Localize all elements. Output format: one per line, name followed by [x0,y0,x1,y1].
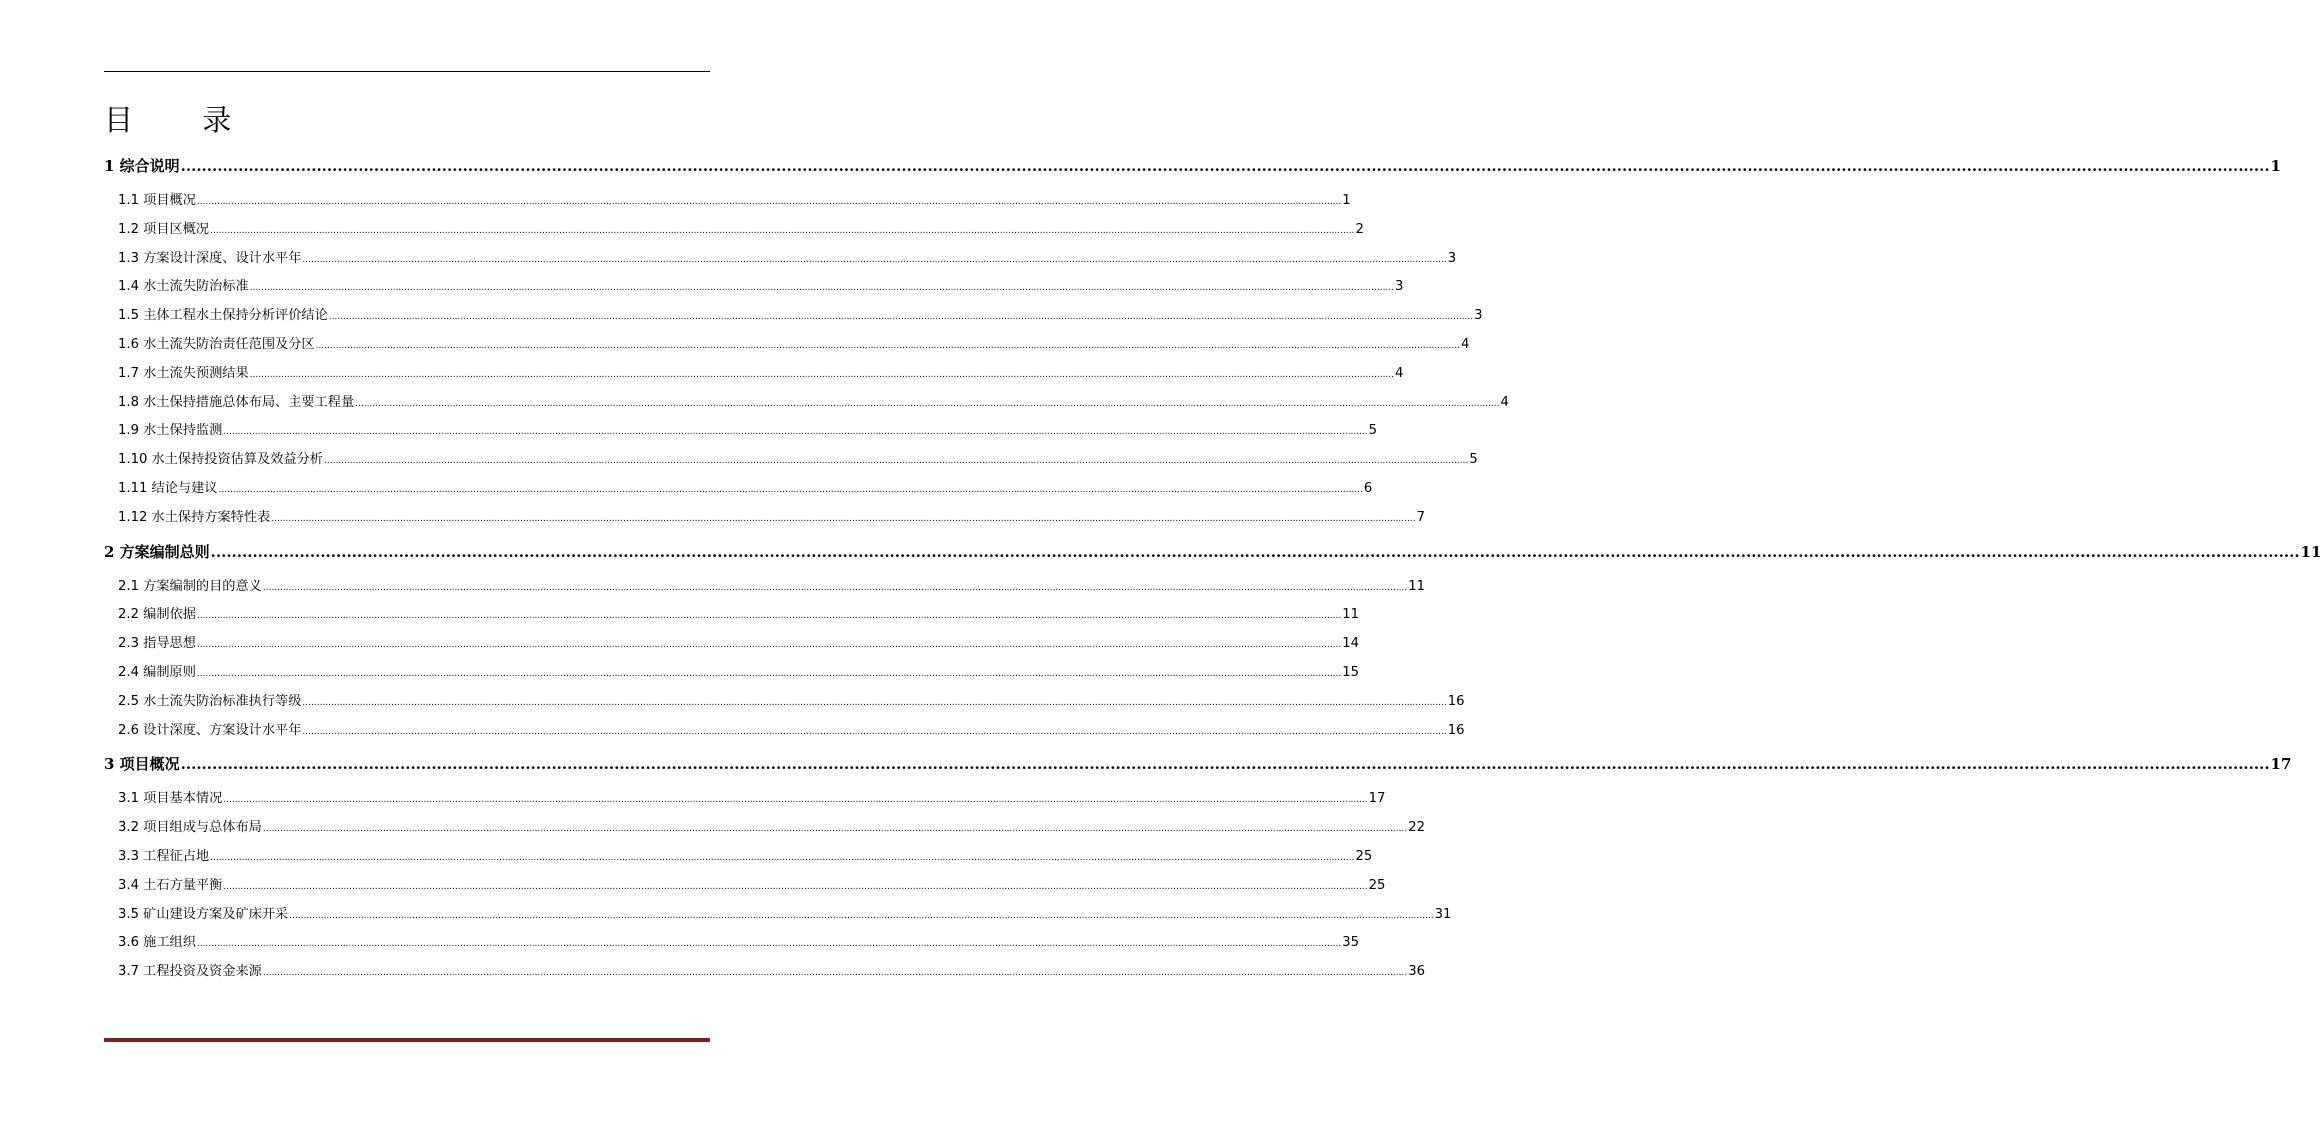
toc-section-entry-label: 1.9 水土保持监测 [118,423,223,439]
toc-section-entry-page-number: 4 [1395,365,1404,381]
dot-leader: ................................................................................................................................................................................................................................................................................................................................................................................................................ [196,939,1342,950]
toc-section-entry-page-number: 16 [1447,693,1465,709]
toc-section-entry-page-number: 36 [1408,964,1425,980]
table-of-contents [104,152,2321,987]
dot-leader: ................................................................................................................................................................................................................................................................................................................................................................................................................ [196,640,1342,651]
toc-section-entry[interactable] [104,901,1452,930]
dot-leader: ................................................................................................................................................................................................................................................................................................................................................................................................................ [262,968,1408,979]
toc-section-entry-label: 1.1 项目概况 [118,193,196,208]
toc-section-entry-page-number: 4 [1500,394,1509,410]
toc-section-entry[interactable] [104,389,1509,418]
dot-leader: ................................................................................................................................................................................................................................................................................................................................................................................................................ [223,427,1368,438]
toc-section-entry-page-number: 3 [1447,250,1457,266]
toc-section-entry-label: 2.6 设计深度、方案设计水平年 [118,722,302,738]
dot-leader: ................................................................................................................................................................................................................................................................................................................................................................................................................ [223,795,1368,806]
dot-leader: ................................................................................................................................................................................................................................................................................................................................................................................................................ [271,513,1416,524]
toc-section-entry[interactable] [104,573,1425,602]
dot-leader: ................................................................................................................................................................................................................................................................................................................................................................................................................ [302,726,1447,737]
toc-section-entry-label: 3.2 项目组成与总体布局 [118,820,262,836]
toc-section-entry[interactable] [104,446,1478,475]
toc-section-entry-label: 1.3 方案设计深度、设计水平年 [118,250,302,266]
toc-section-entry-page-number: 25 [1355,848,1373,864]
toc-section-entry-page-number: 1 [1342,193,1351,208]
dot-leader: ................................................................................................................................................................................................................................................................................................................................................................................................................ [289,910,1434,921]
toc-section-entry-label: 2.5 水土流失防治标准执行等级 [118,693,302,709]
dot-leader: ................................................................................................................................................................................................................................................................................................................................................................................................................ [218,484,1363,495]
toc-section-entry-label: 3.7 工程投资及资金来源 [118,964,262,980]
toc-section-entry-label: 3.6 施工组织 [118,935,196,951]
toc-section-entry-label: 1.11 结论与建议 [118,480,218,496]
toc-chapter-entry-label: 1 综合说明 [104,157,180,175]
toc-section-entry-label: 3.3 工程征占地 [118,848,210,864]
dot-leader: ................................................................................................................................................................................................................................................................................................................................................................................................................ [223,881,1368,892]
toc-section-entry-page-number: 3 [1474,308,1483,324]
toc-section-entry-page-number: 31 [1434,906,1452,922]
toc-section-entry[interactable] [104,659,1360,688]
footer-rule [104,1038,710,1042]
toc-section-entry-label: 1.4 水土流失防治标准 [118,279,249,295]
toc-section-entry-label: 2.3 指导思想 [118,636,196,652]
toc-section-entry-label: 2.2 编制依据 [118,607,196,623]
dot-leader: ................................................................................................................................................................................................................................................................................................................................................................................................................ [210,542,2300,561]
toc-section-entry[interactable] [104,273,1404,302]
toc-section-entry[interactable] [104,302,1483,331]
toc-section-entry-label: 2.1 方案编制的目的意义 [118,578,262,594]
toc-section-entry[interactable] [104,929,1360,958]
toc-section-entry[interactable] [104,504,1425,533]
toc-section-entry-page-number: 25 [1368,877,1386,893]
dot-leader: ................................................................................................................................................................................................................................................................................................................................................................................................................ [315,340,1460,351]
toc-section-entry[interactable] [104,843,1373,872]
toc-section-entry-label: 1.6 水土流失防治责任范围及分区 [118,336,315,352]
toc-section-entry[interactable] [104,360,1404,389]
toc-section-entry[interactable] [104,785,1386,814]
dot-leader: ................................................................................................................................................................................................................................................................................................................................................................................................................ [262,582,1408,593]
dot-leader: ................................................................................................................................................................................................................................................................................................................................................................................................................ [210,225,1355,236]
toc-section-entry[interactable] [104,958,1425,987]
dot-leader: ................................................................................................................................................................................................................................................................................................................................................................................................................ [180,157,2270,175]
toc-section-entry[interactable] [104,187,1351,216]
dot-leader: ................................................................................................................................................................................................................................................................................................................................................................................................................ [249,283,1395,294]
toc-section-entry[interactable] [104,630,1360,659]
dot-leader: ................................................................................................................................................................................................................................................................................................................................................................................................................ [196,611,1342,622]
toc-section-entry[interactable] [104,417,1378,446]
toc-section-entry[interactable] [104,245,1457,274]
toc-chapter-entry[interactable] [104,538,2321,566]
toc-section-entry-page-number: 11 [1408,578,1425,594]
toc-section-entry-page-number: 6 [1363,480,1373,496]
dot-leader: ................................................................................................................................................................................................................................................................................................................................................................................................................ [210,852,1355,863]
dot-leader: ................................................................................................................................................................................................................................................................................................................................................................................................................ [196,197,1342,207]
dot-leader: ................................................................................................................................................................................................................................................................................................................................................................................................................ [262,824,1408,835]
toc-section-entry-label: 3.1 项目基本情况 [118,791,223,807]
toc-chapter-entry[interactable] [104,152,2281,180]
toc-section-entry[interactable] [104,717,1465,746]
toc-section-entry-label: 1.5 主体工程水土保持分析评价结论 [118,308,328,324]
toc-title: 目 录 [104,103,262,137]
toc-section-entry-label: 3.5 矿山建设方案及矿床开采 [118,906,289,922]
toc-section-entry[interactable] [104,216,1364,245]
toc-chapter-entry-page-number: 1 [2270,157,2281,175]
toc-section-entry-page-number: 5 [1469,452,1478,468]
dot-leader: ................................................................................................................................................................................................................................................................................................................................................................................................................ [328,312,1474,323]
toc-section-entry-page-number: 14 [1342,636,1360,652]
toc-section-entry-label: 1.7 水土流失预测结果 [118,365,249,381]
dot-leader: ................................................................................................................................................................................................................................................................................................................................................................................................................ [355,398,1500,409]
toc-section-entry-page-number: 7 [1416,509,1425,525]
toc-section-entry[interactable] [104,872,1386,901]
toc-section-entry-label: 1.10 水土保持投资估算及效益分析 [118,452,323,468]
toc-section-entry-label: 1.2 项目区概况 [118,221,210,237]
dot-leader: ................................................................................................................................................................................................................................................................................................................................................................................................................ [249,369,1395,380]
toc-section-entry-page-number: 22 [1408,820,1425,836]
toc-chapter-entry-page-number: 11 [2300,542,2321,561]
toc-section-entry-page-number: 5 [1368,423,1378,439]
toc-section-entry-label: 1.12 水土保持方案特性表 [118,509,271,525]
toc-section-entry[interactable] [104,601,1360,630]
toc-chapter-entry-label: 3 项目概况 [104,755,180,774]
dot-leader: ................................................................................................................................................................................................................................................................................................................................................................................................................ [324,456,1469,467]
dot-leader: ................................................................................................................................................................................................................................................................................................................................................................................................................ [180,755,2270,774]
toc-section-entry-label: 3.4 土石方量平衡 [118,877,223,893]
toc-section-entry-label: 2.4 编制原则 [118,664,196,680]
toc-section-entry-page-number: 35 [1342,935,1360,951]
toc-section-entry[interactable] [104,688,1465,717]
dot-leader: ................................................................................................................................................................................................................................................................................................................................................................................................................ [302,697,1447,708]
toc-section-entry[interactable] [104,475,1373,504]
toc-section-entry-page-number: 17 [1368,791,1386,807]
toc-chapter-entry[interactable] [104,750,2292,778]
dot-leader: ................................................................................................................................................................................................................................................................................................................................................................................................................ [196,668,1342,679]
toc-section-entry-page-number: 4 [1460,336,1470,352]
toc-section-entry-page-number: 11 [1342,607,1360,623]
toc-chapter-entry-page-number: 17 [2270,755,2292,774]
toc-section-entry-page-number: 3 [1395,279,1404,295]
toc-section-entry-page-number: 15 [1342,664,1360,680]
dot-leader: ................................................................................................................................................................................................................................................................................................................................................................................................................ [302,254,1447,265]
toc-section-entry-page-number: 16 [1447,722,1465,738]
header-rule [104,71,710,72]
toc-section-entry[interactable] [104,814,1425,843]
toc-section-entry-label: 1.8 水土保持措施总体布局、主要工程量 [118,394,355,410]
toc-section-entry-page-number: 2 [1355,221,1364,237]
toc-section-entry[interactable] [104,331,1470,360]
toc-chapter-entry-label: 2 方案编制总则 [104,542,210,561]
